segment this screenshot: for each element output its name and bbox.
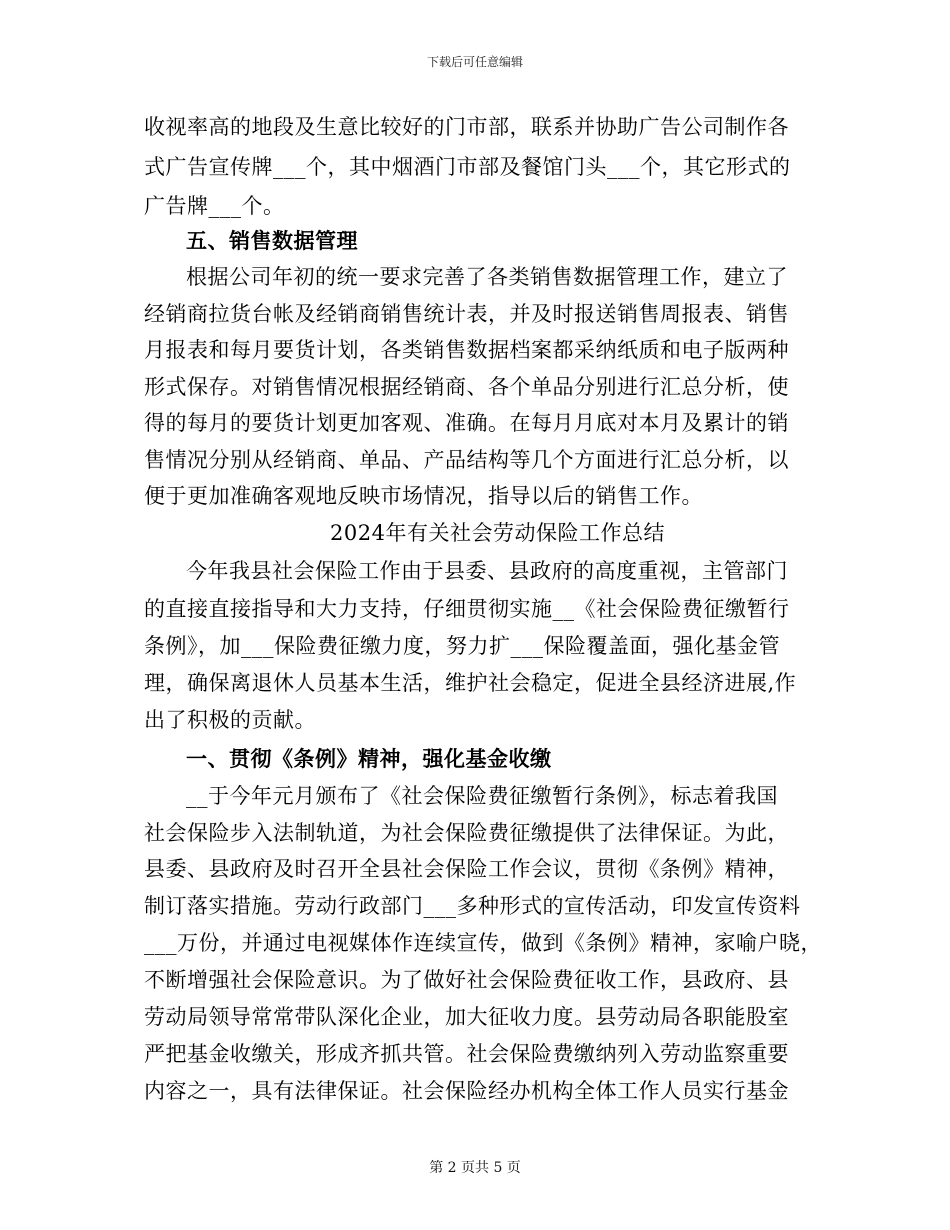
paragraph-line: 不断增强社会保险意识。为了做好社会保险费征收工作，县政府、县 <box>144 968 789 992</box>
paragraph-line: 收视率高的地段及生意比较好的门市部，联系并协助广告公司制作各 <box>144 115 789 139</box>
paragraph-line: 县委、县政府及时召开全县社会保险工作会议，贯彻《条例》精神， <box>144 857 789 881</box>
paragraph-line: 条例》，加___保险费征缴力度，努力扩___保险覆盖面，强化基金管 <box>144 634 780 658</box>
paragraph-line: 的直接直接指导和大力支持，仔细贯彻实施__《社会保险费征缴暂行 <box>144 597 790 621</box>
paragraph-line: 制订落实措施。劳动行政部门___多种形式的宣传活动，印发宣传资料 <box>144 894 801 918</box>
section-heading: 五、销售数据管理 <box>186 228 358 253</box>
paragraph-line: 理，确保离退休人员基本生活，维护社会稳定，促进全县经济进展,作 <box>144 671 797 695</box>
paragraph-line: 劳动局领导常常带队深化企业，加大征收力度。县劳动局各职能股室 <box>144 1005 789 1029</box>
paragraph-line: ___万份，并通过电视媒体作连续宣传，做到《条例》精神，家喻户晓， <box>144 931 822 955</box>
paragraph-line: 今年我县社会保险工作由于县委、县政府的高度重视，主管部门 <box>186 559 788 583</box>
paragraph-line: 经销商拉货台帐及经销商销售统计表，并及时报送销售周报表、销售 <box>144 302 789 326</box>
paragraph-line: 内容之一，具有法律保证。社会保险经办机构全体工作人员实行基金 <box>144 1079 789 1103</box>
paragraph-line: 得的每月的要货计划更加客观、准确。在每月月底对本月及累计的销 <box>144 411 789 435</box>
paragraph-line: 社会保险步入法制轨道，为社会保险费征缴提供了法律保证。为此， <box>144 821 789 845</box>
section-heading: 一、贯彻《条例》精神，强化基金收缴 <box>186 746 552 771</box>
paragraph-line: __于今年元月颁布了《社会保险费征缴暂行条例》，标志着我国 <box>186 784 778 808</box>
paragraph-line: 式广告宣传牌___个，其中烟酒门市部及餐馆门头___个，其它形式的 <box>144 155 791 179</box>
page-header: 下载后可任意编辑 <box>426 55 523 69</box>
paragraph-line: 售情况分别从经销商、单品、产品结构等几个方面进行汇总分析，以 <box>144 448 789 472</box>
document-title: 2024年有关社会劳动保险工作总结 <box>330 521 665 545</box>
paragraph-line: 便于更加准确客观地反映市场情况，指导以后的销售工作。 <box>144 484 703 508</box>
paragraph-line: 严把基金收缴关，形成齐抓共管。社会保险费缴纳列入劳动监察重要 <box>144 1042 789 1066</box>
paragraph-line: 月报表和每月要货计划，各类销售数据档案都采纳纸质和电子版两种 <box>144 338 789 362</box>
paragraph-line: 形式保存。对销售情况根据经销商、各个单品分别进行汇总分析，使 <box>144 375 789 399</box>
paragraph-line: 广告牌___个。 <box>144 194 285 218</box>
page-footer: 第 2 页共 5 页 <box>429 1160 521 1176</box>
paragraph-line: 根据公司年初的统一要求完善了各类销售数据管理工作，建立了 <box>186 265 788 289</box>
paragraph-line: 出了积极的贡献。 <box>144 708 316 732</box>
